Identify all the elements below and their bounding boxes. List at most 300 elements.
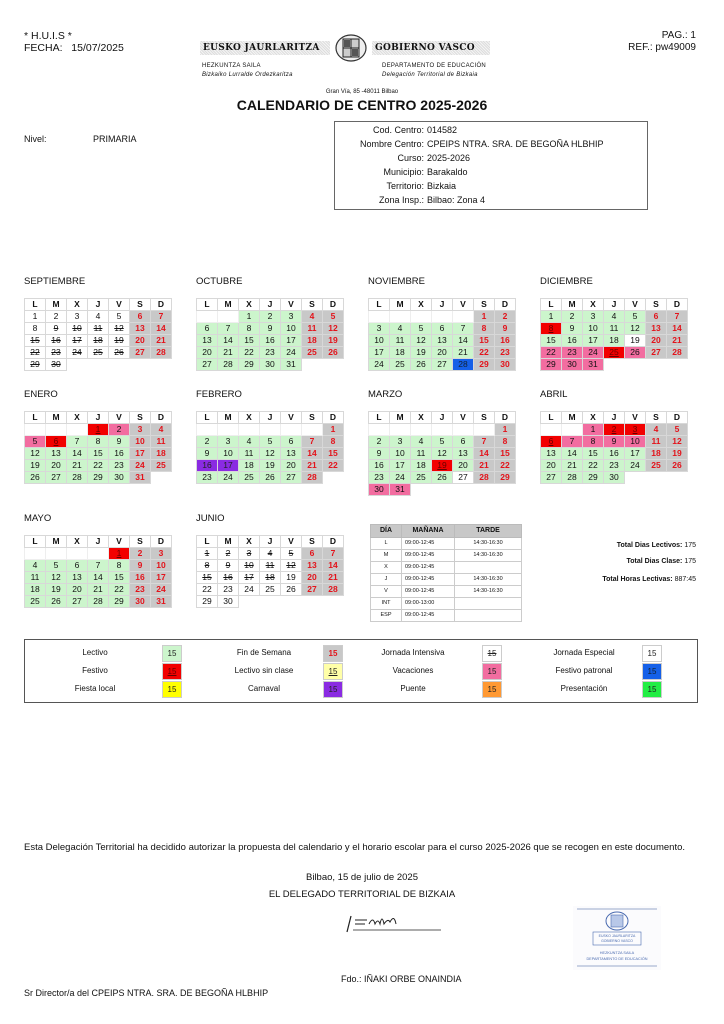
day-cell-lectivo: 12 — [432, 448, 453, 460]
blank-cell — [88, 359, 109, 371]
day-cell-lectivo: 24 — [218, 472, 239, 484]
fecha-value: 15/07/2025 — [71, 42, 124, 54]
total-row — [626, 557, 696, 566]
weekday-header: V — [281, 536, 302, 548]
month-grid — [196, 411, 344, 484]
day-cell-weekend: 2 — [495, 311, 516, 323]
day-cell-lectivo: 27 — [432, 359, 453, 371]
day-cell-patronal: 28 — [453, 359, 474, 371]
day-cell-lectivo: 6 — [432, 323, 453, 335]
day-cell-weekend: 15 — [474, 335, 495, 347]
header-right — [628, 30, 696, 54]
day-cell-festivo: 1 — [109, 548, 130, 560]
day-cell-vacaciones: 9 — [604, 436, 625, 448]
blank-cell — [646, 472, 667, 484]
day-cell-vacaciones: 23 — [562, 347, 583, 359]
centro-info-row — [335, 138, 647, 151]
centro-info-row — [335, 166, 647, 179]
day-cell-lectivo: 30 — [604, 472, 625, 484]
day-cell-vacaciones: 31 — [390, 484, 411, 496]
day-cell-lectivo: 19 — [411, 347, 432, 359]
address: Gran Vía, 85 -48011 Bilbao — [325, 89, 399, 95]
day-cell-lectivo: 15 — [541, 335, 562, 347]
day-cell-festivo: 25 — [604, 347, 625, 359]
day-cell-lectivo: 5 — [260, 436, 281, 448]
day-cell-lectivo: 18 — [604, 335, 625, 347]
day-cell-intensiva: 24 — [67, 347, 88, 359]
empty-cell — [411, 424, 432, 436]
day-cell-lectivo: 4 — [604, 311, 625, 323]
total-value: 175 — [684, 558, 696, 565]
blank-cell — [323, 472, 344, 484]
legend-swatch-puente: 15 — [482, 681, 502, 698]
horario-cell: 14:30-16:30 — [455, 574, 522, 586]
dept-es-sub: Delegación Territorial de Bizkaia — [382, 72, 478, 78]
nivel-value: PRIMARIA — [93, 134, 137, 144]
day-cell-lectivo: 26 — [432, 472, 453, 484]
day-cell-weekend: 19 — [323, 335, 344, 347]
weekday-header: V — [281, 299, 302, 311]
day-cell-lectivo: 29 — [239, 359, 260, 371]
day-cell-lectivo: 12 — [411, 335, 432, 347]
empty-cell — [46, 548, 67, 560]
destinatario: Sr Director/a del CPEIPS NTRA. SRA. DE BEGOÑA HLBHIP — [24, 988, 269, 998]
centro-info-label: Territorio: — [386, 181, 424, 191]
blank-cell — [323, 596, 344, 608]
weekday-header: X — [67, 412, 88, 424]
day-cell-weekend: 26 — [667, 460, 688, 472]
weekday-header: M — [218, 536, 239, 548]
weekday-header: S — [130, 412, 151, 424]
centro-info-label: Curso: — [397, 153, 424, 163]
day-cell-weekend: 14 — [323, 560, 344, 572]
day-cell-lectivo: 20 — [197, 347, 218, 359]
day-cell-weekend: 15 — [495, 448, 516, 460]
day-cell-lectivo: 26 — [25, 472, 46, 484]
day-cell-vacaciones: 10 — [625, 436, 646, 448]
horario-cell: ESP — [371, 610, 402, 622]
day-cell-lectivo: 10 — [281, 323, 302, 335]
day-cell-intensiva: 11 — [88, 323, 109, 335]
horario-row — [371, 538, 522, 550]
day-cell-plain: 19 — [281, 572, 302, 584]
day-cell-festivo: 2 — [604, 424, 625, 436]
day-cell-weekend: 29 — [474, 359, 495, 371]
day-cell-festivo: 1 — [88, 424, 109, 436]
month-grid — [540, 411, 688, 484]
day-cell-intensiva: 30 — [46, 359, 67, 371]
day-cell-lectivo: 10 — [218, 448, 239, 460]
horario-row — [371, 586, 522, 598]
day-cell-lectivo: 6 — [281, 436, 302, 448]
weekday-header: J — [260, 536, 281, 548]
day-cell-intensiva: 29 — [25, 359, 46, 371]
legend-swatch-lectivo: 15 — [162, 645, 182, 662]
day-cell-lectivo: 20 — [453, 460, 474, 472]
horario-cell: 14:30-16:30 — [455, 550, 522, 562]
day-cell-weekend: 9 — [130, 560, 151, 572]
horario-cell: 09:00-12:45 — [402, 538, 455, 550]
month-name: MARZO — [368, 389, 403, 400]
day-cell-intensiva: 5 — [281, 548, 302, 560]
legend-label: Carnaval — [247, 684, 280, 693]
day-cell-intensiva: 18 — [88, 335, 109, 347]
day-cell-weekend: 8 — [323, 436, 344, 448]
day-cell-lectivo: 6 — [453, 436, 474, 448]
day-cell-lectivo: 19 — [46, 584, 67, 596]
day-cell-vacaciones: 30 — [562, 359, 583, 371]
day-cell-lectivo: 13 — [197, 335, 218, 347]
day-cell-intensiva: 12 — [281, 560, 302, 572]
totals — [520, 536, 696, 586]
day-cell-lectivo: 2 — [369, 436, 390, 448]
day-cell-lectivo: 27 — [281, 472, 302, 484]
weekday-header: M — [46, 299, 67, 311]
day-cell-weekend: 27 — [130, 347, 151, 359]
page-title: CALENDARIO DE CENTRO 2025-2026 — [236, 97, 488, 113]
day-cell-lectivo: 22 — [239, 347, 260, 359]
day-cell-weekend: 21 — [474, 460, 495, 472]
day-cell-weekend: 4 — [151, 424, 172, 436]
month-grid — [24, 298, 172, 371]
day-cell-weekend: 22 — [495, 460, 516, 472]
day-cell-plain: 8 — [25, 323, 46, 335]
legend-swatch-vacaciones: 15 — [482, 663, 502, 680]
day-cell-weekend: 31 — [130, 472, 151, 484]
month-grid — [540, 298, 688, 371]
day-cell-lectivo: 31 — [281, 359, 302, 371]
day-cell-lectivo: 16 — [109, 448, 130, 460]
weekday-header: D — [667, 299, 688, 311]
day-cell-lectivo: 15 — [239, 335, 260, 347]
weekday-header: V — [453, 412, 474, 424]
nivel-label: Nivel: — [24, 134, 47, 144]
day-cell-lectivo: 21 — [88, 584, 109, 596]
blank-cell — [625, 472, 646, 484]
stamp-text-2 — [573, 950, 661, 962]
empty-cell — [67, 548, 88, 560]
day-cell-lectivo: 29 — [583, 472, 604, 484]
day-cell-festivo: 6 — [541, 436, 562, 448]
total-row — [602, 575, 696, 584]
weekday-header: D — [667, 412, 688, 424]
day-cell-lectivo: 25 — [239, 472, 260, 484]
day-cell-lectivo: 15 — [88, 448, 109, 460]
month-septiembre — [24, 276, 176, 376]
dept-es-name: DEPARTAMENTO DE EDUCACIÓN — [382, 63, 487, 69]
day-cell-weekend: 10 — [130, 436, 151, 448]
weekday-header: S — [302, 412, 323, 424]
day-cell-lectivo: 9 — [197, 448, 218, 460]
day-cell-vacaciones: 7 — [562, 436, 583, 448]
day-cell-lectivo: 13 — [46, 448, 67, 460]
day-cell-lectivo: 24 — [281, 347, 302, 359]
horario-cell: 09:00-12:45 — [402, 562, 455, 574]
weekday-header: J — [88, 299, 109, 311]
day-cell-festivo: 6 — [46, 436, 67, 448]
day-cell-lectivo: 9 — [369, 448, 390, 460]
day-cell-weekend: 27 — [646, 347, 667, 359]
day-cell-lectivo: 13 — [281, 448, 302, 460]
day-cell-weekend: 5 — [323, 311, 344, 323]
legend-label: Fin de Semana — [236, 648, 292, 657]
day-cell-vacaciones: 2 — [109, 424, 130, 436]
day-cell-plain: 30 — [218, 596, 239, 608]
day-cell-lectivo: 20 — [281, 460, 302, 472]
empty-cell — [432, 311, 453, 323]
day-cell-lectivo: 5 — [625, 311, 646, 323]
blank-cell — [411, 484, 432, 496]
day-cell-lectivo: 9 — [562, 323, 583, 335]
day-cell-plain: 4 — [88, 311, 109, 323]
day-cell-weekend: 11 — [302, 323, 323, 335]
month-name: OCTUBRE — [196, 276, 243, 287]
day-cell-lectivo: 17 — [625, 448, 646, 460]
centro-info-label: Cod. Centro: — [372, 125, 424, 135]
day-cell-intensiva: 1 — [197, 548, 218, 560]
day-cell-lectivo: 3 — [583, 311, 604, 323]
day-cell-intensiva: 11 — [260, 560, 281, 572]
weekday-header: D — [323, 536, 344, 548]
day-cell-vacaciones: 31 — [583, 359, 604, 371]
day-cell-lectivo: 5 — [46, 560, 67, 572]
day-cell-intensiva: 26 — [109, 347, 130, 359]
weekday-header: L — [369, 412, 390, 424]
day-cell-lectivo: 13 — [432, 335, 453, 347]
day-cell-weekend: 3 — [151, 548, 172, 560]
weekday-header: S — [302, 299, 323, 311]
logo-eusko-jaurlaritza: EUSKO JAURLARITZA — [200, 41, 330, 55]
day-cell-weekend: 29 — [495, 472, 516, 484]
day-cell-lectivo: 23 — [197, 472, 218, 484]
day-cell-intensiva: 16 — [218, 572, 239, 584]
weekday-header: X — [411, 412, 432, 424]
centro-info-row — [335, 180, 647, 193]
day-cell-lectivo: 3 — [281, 311, 302, 323]
horario-header: DÍA — [371, 525, 402, 538]
legend-swatch-patronal: 15 — [642, 663, 662, 680]
centro-info-value: CPEIPS NTRA. SRA. DE BEGOÑA HLBHIP — [427, 139, 604, 149]
day-cell-weekend: 8 — [495, 436, 516, 448]
day-cell-plain: 27 — [453, 472, 474, 484]
month-name: ABRIL — [540, 389, 568, 400]
day-cell-weekend: 23 — [130, 584, 151, 596]
weekday-header: S — [130, 536, 151, 548]
day-cell-intensiva: 9 — [46, 323, 67, 335]
empty-cell — [25, 424, 46, 436]
empty-cell — [88, 548, 109, 560]
weekday-header: L — [25, 299, 46, 311]
day-cell-intensiva: 8 — [197, 560, 218, 572]
dept-castellano — [382, 62, 486, 80]
blank-cell — [302, 359, 323, 371]
weekday-header: S — [646, 299, 667, 311]
day-cell-lectivo: 3 — [369, 323, 390, 335]
official-stamp — [573, 906, 661, 970]
day-cell-lectivo: 7 — [218, 323, 239, 335]
day-cell-lectivo: 26 — [260, 472, 281, 484]
total-row — [617, 541, 696, 550]
day-cell-lectivo: 14 — [453, 335, 474, 347]
horario-cell: X — [371, 562, 402, 574]
stamp-text-1 — [593, 934, 641, 944]
legend-swatch-presentacion: 15 — [642, 681, 662, 698]
day-cell-lectivo: 12 — [625, 323, 646, 335]
month-name: DICIEMBRE — [540, 276, 593, 287]
legend-swatch-intensiva: 15 — [482, 645, 502, 662]
day-cell-lectivo: 19 — [260, 460, 281, 472]
weekday-header: S — [302, 536, 323, 548]
weekday-header: M — [562, 412, 583, 424]
weekday-header: J — [432, 299, 453, 311]
day-cell-lectivo: 9 — [109, 436, 130, 448]
weekday-header: D — [495, 412, 516, 424]
weekday-header: S — [474, 299, 495, 311]
horario-cell: 09:00-13:00 — [402, 598, 455, 610]
day-cell-lectivo: 25 — [411, 472, 432, 484]
day-cell-lectivo: 16 — [604, 448, 625, 460]
day-cell-lectivo: 24 — [369, 359, 390, 371]
day-cell-lectivo: 23 — [604, 460, 625, 472]
day-cell-vacaciones: 8 — [583, 436, 604, 448]
day-cell-weekend: 28 — [151, 347, 172, 359]
centro-info-value: Barakaldo — [427, 167, 468, 177]
day-cell-lectivo: 18 — [25, 584, 46, 596]
month-name: JUNIO — [196, 513, 225, 524]
day-cell-intensiva: 3 — [239, 548, 260, 560]
day-cell-weekend: 14 — [474, 448, 495, 460]
day-cell-lectivo: 3 — [218, 436, 239, 448]
day-cell-lectivo: 20 — [541, 460, 562, 472]
day-cell-lectivo: 18 — [239, 460, 260, 472]
day-cell-lectivo: 16 — [260, 335, 281, 347]
day-cell-lectivo: 23 — [260, 347, 281, 359]
day-cell-weekend: 7 — [667, 311, 688, 323]
day-cell-plain: 24 — [239, 584, 260, 596]
day-cell-weekend: 17 — [151, 572, 172, 584]
legend-label: Festivo — [82, 666, 108, 675]
day-cell-lectivo: 11 — [239, 448, 260, 460]
horario-cell: V — [371, 586, 402, 598]
day-cell-weekend: 30 — [130, 596, 151, 608]
day-cell-weekend: 28 — [667, 347, 688, 359]
day-cell-lectivo: 6 — [67, 560, 88, 572]
horario-cell — [455, 610, 522, 622]
day-cell-lectivo: 12 — [25, 448, 46, 460]
day-cell-weekend: 31 — [151, 596, 172, 608]
total-value: 887:45 — [674, 576, 696, 583]
day-cell-weekend: 3 — [130, 424, 151, 436]
empty-cell — [302, 424, 323, 436]
legend — [24, 639, 698, 703]
day-cell-intensiva: 4 — [260, 548, 281, 560]
blank-cell — [495, 484, 516, 496]
empty-cell — [218, 311, 239, 323]
day-cell-lectivo: 14 — [67, 448, 88, 460]
day-cell-lectivo: 17 — [281, 335, 302, 347]
day-cell-lectivo: 10 — [369, 335, 390, 347]
day-cell-weekend: 20 — [302, 572, 323, 584]
legend-label: Jornada Especial — [553, 648, 615, 657]
legend-label: Presentación — [560, 684, 608, 693]
day-cell-weekend: 8 — [474, 323, 495, 335]
day-cell-weekend: 28 — [302, 472, 323, 484]
day-cell-plain: 29 — [197, 596, 218, 608]
day-cell-weekend: 1 — [474, 311, 495, 323]
month-noviembre — [368, 276, 520, 376]
signature — [345, 910, 445, 935]
day-cell-weekend: 30 — [495, 359, 516, 371]
day-cell-lectivo: 7 — [67, 436, 88, 448]
day-cell-lectivo: 26 — [46, 596, 67, 608]
day-cell-weekend: 16 — [130, 572, 151, 584]
day-cell-lectivo: 19 — [25, 460, 46, 472]
total-label: Total Horas Lectivas: — [602, 576, 673, 583]
day-cell-lectivo: 18 — [390, 347, 411, 359]
weekday-header: L — [25, 412, 46, 424]
horario-cell: 14:30-16:30 — [455, 586, 522, 598]
empty-cell — [197, 311, 218, 323]
day-cell-intensiva: 15 — [197, 572, 218, 584]
day-cell-lectivo: 21 — [67, 460, 88, 472]
day-cell-lectivo: 4 — [25, 560, 46, 572]
day-cell-weekend: 22 — [474, 347, 495, 359]
day-cell-lectivo: 17 — [369, 347, 390, 359]
empty-cell — [411, 311, 432, 323]
blank-cell — [260, 596, 281, 608]
day-cell-carnaval: 16 — [197, 460, 218, 472]
day-cell-lectivo: 27 — [67, 596, 88, 608]
day-cell-weekend: 15 — [323, 448, 344, 460]
day-cell-lectivo: 2 — [260, 311, 281, 323]
day-cell-weekend: 12 — [667, 436, 688, 448]
weekday-header: X — [67, 299, 88, 311]
legend-label: Jornada Intensiva — [381, 648, 445, 657]
blank-cell — [151, 472, 172, 484]
day-cell-lectivo: 14 — [218, 335, 239, 347]
day-cell-weekend: 22 — [323, 460, 344, 472]
day-cell-plain: 3 — [67, 311, 88, 323]
empty-cell — [453, 424, 474, 436]
empty-cell — [46, 424, 67, 436]
day-cell-weekend: 18 — [646, 448, 667, 460]
weekday-header: D — [151, 412, 172, 424]
day-cell-lectivo: 28 — [67, 472, 88, 484]
day-cell-lectivo: 18 — [411, 460, 432, 472]
horario-cell: 09:00-12:45 — [402, 574, 455, 586]
weekday-header: J — [88, 536, 109, 548]
month-marzo — [368, 389, 520, 494]
month-grid — [24, 411, 172, 484]
centro-info-label: Municipio: — [383, 167, 424, 177]
day-cell-weekend: 7 — [302, 436, 323, 448]
day-cell-lectivo: 29 — [109, 596, 130, 608]
day-cell-lectivo: 4 — [411, 436, 432, 448]
day-cell-lectivo: 12 — [46, 572, 67, 584]
day-cell-lectivo: 4 — [239, 436, 260, 448]
stamp-line: EUSKO JAURLARITZA — [598, 934, 636, 938]
day-cell-weekend: 7 — [151, 311, 172, 323]
weekday-header: M — [218, 299, 239, 311]
day-cell-weekend: 24 — [130, 460, 151, 472]
day-cell-weekend: 21 — [302, 460, 323, 472]
weekday-header: X — [583, 412, 604, 424]
day-cell-weekend: 10 — [151, 560, 172, 572]
horario-row — [371, 610, 522, 622]
day-cell-weekend: 20 — [130, 335, 151, 347]
total-label: Total Dias Lectivos: — [616, 542, 683, 549]
day-cell-lectivo: 28 — [562, 472, 583, 484]
